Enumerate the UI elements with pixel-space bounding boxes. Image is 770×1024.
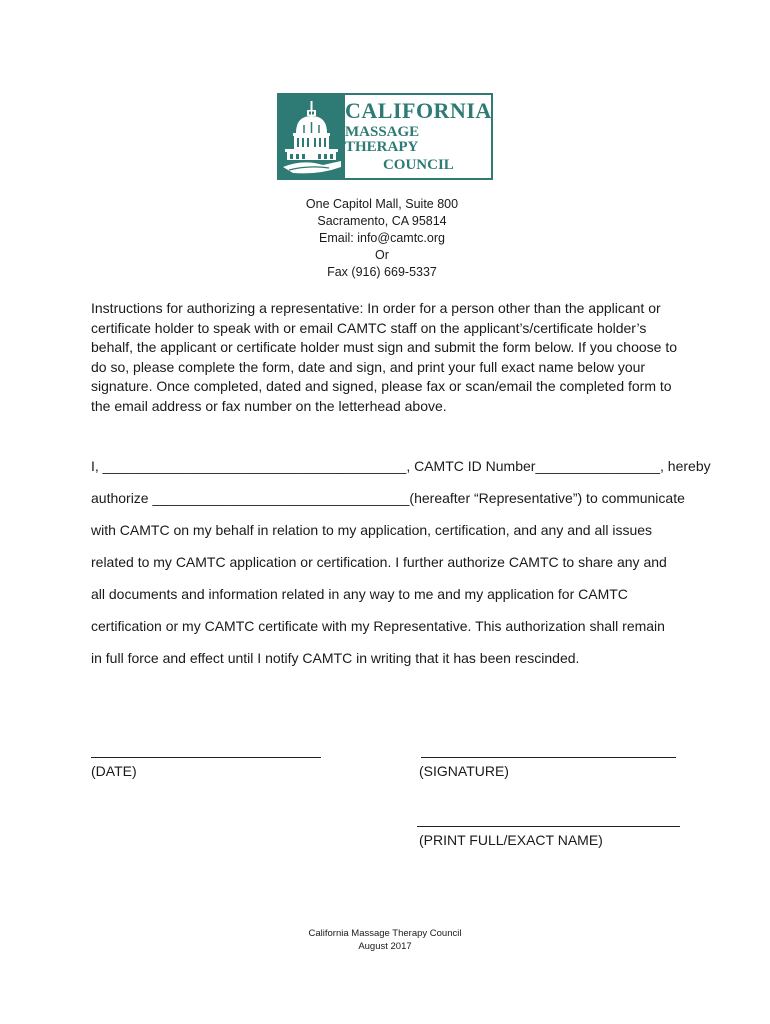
page-footer bbox=[235, 927, 535, 953]
address-or: Or bbox=[375, 248, 389, 262]
address-street: One Capitol Mall, Suite 800 bbox=[305, 197, 459, 211]
footer-date: August 2017 bbox=[358, 941, 412, 952]
date-label: (DATE) bbox=[91, 763, 137, 779]
logo-line-2: MASSAGE THERAPY bbox=[345, 124, 420, 155]
print-name-label: (PRINT FULL/EXACT NAME) bbox=[419, 832, 603, 848]
footer-org: California Massage Therapy Council bbox=[308, 928, 462, 939]
letterhead-address bbox=[280, 196, 484, 281]
print-name-line[interactable] bbox=[417, 826, 680, 827]
authorization-line: all documents and information related in any way to me and my application for CAMTC bbox=[91, 586, 628, 602]
authorization-line: in full force and effect until I notify CAMTC in writing that it has been rescinded. bbox=[91, 650, 580, 666]
camtc-logo bbox=[277, 93, 493, 180]
logo-line-3: COUNCIL bbox=[382, 157, 454, 173]
authorization-line: with CAMTC on my behalf in relation to my application, certification, and any and all issues bbox=[91, 522, 653, 538]
instructions-line: the email address or fax number on the letterhead above. bbox=[91, 397, 447, 414]
instructions-line: do so, please complete the form, date and sign, and print your full exact name below your bbox=[91, 358, 646, 375]
instructions-line: behalf, the applicant or certificate holder must sign and submit the form below. If you choose to bbox=[91, 339, 677, 355]
authorization-line-name-id: I, _______________________________________, CAMTC ID Number________________, hereby bbox=[91, 458, 711, 474]
address-fax: Fax (916) 669-5337 bbox=[327, 265, 437, 279]
signature-label: (SIGNATURE) bbox=[419, 763, 509, 779]
address-email: Email: info@camtc.org bbox=[319, 231, 445, 245]
authorization-line-representative: authorize _________________________________(hereafter “Representative”) to communicate bbox=[91, 490, 685, 506]
instructions-line: Instructions for authorizing a representative: In order for a person other than the applicant or bbox=[91, 300, 661, 316]
capitol-dome-icon bbox=[279, 95, 345, 178]
authorization-line: certification or my CAMTC certificate with my Representative. This authorization shall remain bbox=[91, 618, 665, 634]
instructions-line: certificate holder to speak with or email CAMTC staff on the applicant’s/certificate holder’s bbox=[91, 319, 647, 336]
authorization-line: related to my CAMTC application or certification. I further authorize CAMTC to share any and bbox=[91, 554, 667, 570]
instructions-line: signature. Once completed, dated and signed, please fax or scan/email the completed form to bbox=[91, 378, 672, 394]
address-city: Sacramento, CA 95814 bbox=[317, 214, 447, 228]
logo-wordmark bbox=[345, 95, 492, 178]
logo-line-1: CALIFORNIA bbox=[345, 98, 492, 123]
signature-line[interactable] bbox=[421, 757, 676, 758]
instructions-paragraph bbox=[91, 299, 681, 416]
date-line[interactable] bbox=[91, 757, 321, 758]
